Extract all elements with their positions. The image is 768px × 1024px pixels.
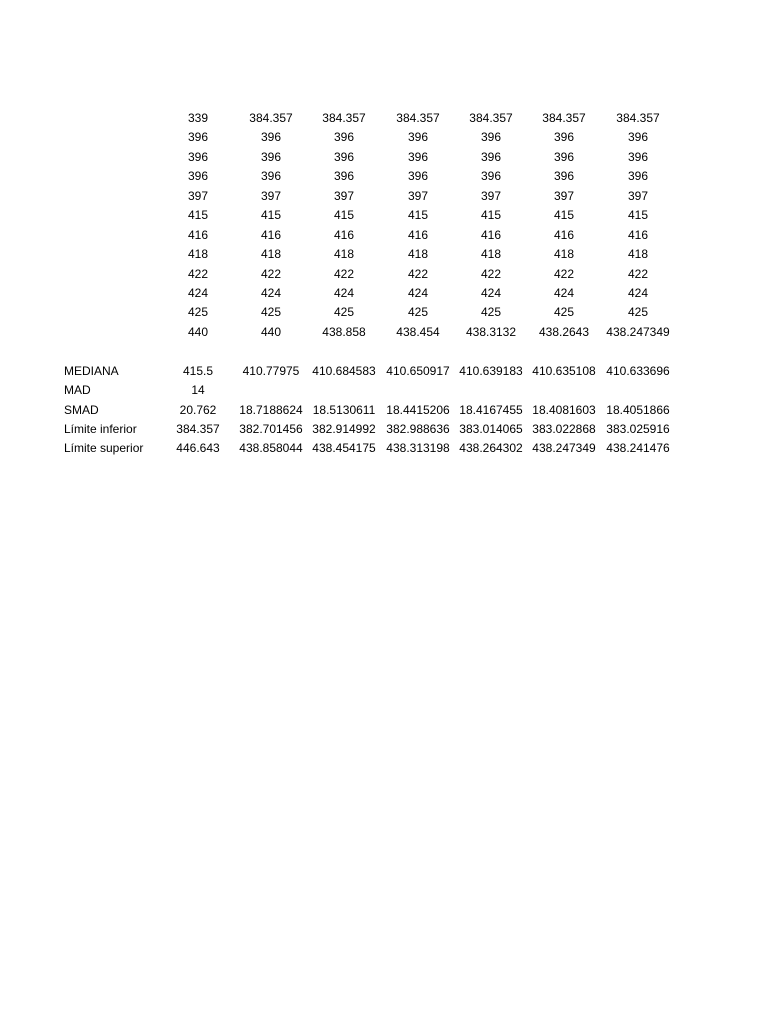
data-row — [0, 187, 768, 206]
data-cell: 425 — [187, 305, 209, 320]
data-cell: 425 — [627, 305, 649, 320]
row-label: Límite superior — [64, 441, 144, 456]
data-cell: 396 — [260, 130, 282, 145]
empty-row — [0, 342, 768, 361]
data-cell: 438.3132 — [465, 324, 517, 339]
row-label: MEDIANA — [64, 363, 119, 378]
data-cell: 396 — [187, 130, 209, 145]
data-cell: 396 — [407, 130, 429, 145]
stat-cell — [382, 381, 454, 400]
data-cell: 424 — [333, 285, 355, 300]
stat-cell: 410.77975 — [242, 363, 300, 378]
data-cell: 384.357 — [616, 111, 660, 125]
data-cell: 424 — [627, 285, 649, 300]
stats-row-mediana — [0, 362, 768, 381]
data-cell: 425 — [407, 305, 429, 320]
data-cell: 397 — [480, 188, 502, 203]
data-cell: 415 — [553, 208, 575, 223]
data-cell: 396 — [260, 149, 282, 164]
data-cell: 396 — [333, 169, 355, 184]
data-cell: 396 — [187, 149, 209, 164]
data-cell: 397 — [260, 188, 282, 203]
stat-cell: 410.639183 — [459, 363, 523, 378]
stat-cell: 18.4051866 — [606, 402, 670, 417]
data-cell: 397 — [627, 188, 649, 203]
data-cell: 438.858 — [322, 324, 366, 339]
data-cell: 418 — [187, 247, 209, 262]
data-cell: 384.357 — [322, 111, 366, 125]
data-row — [0, 284, 768, 303]
stat-cell: 18.7188624 — [239, 402, 303, 417]
data-row — [0, 265, 768, 284]
data-cell: 418 — [480, 247, 502, 262]
data-cell: 416 — [480, 227, 502, 242]
data-cell: 396 — [480, 130, 502, 145]
data-cell: 418 — [553, 247, 575, 262]
data-cell: 438.247349 — [606, 324, 670, 339]
data-cell: 416 — [553, 227, 575, 242]
data-cell: 396 — [627, 149, 649, 164]
data-cell: 418 — [627, 247, 649, 262]
stats-row-smad — [0, 401, 768, 420]
data-row — [0, 148, 768, 167]
row-label: Límite inferior — [64, 422, 137, 436]
data-cell: 422 — [553, 266, 575, 281]
data-cell: 415 — [187, 208, 209, 223]
data-cell: 440 — [187, 324, 209, 339]
stat-cell: 383.022868 — [532, 422, 596, 436]
data-row — [0, 226, 768, 245]
stat-cell — [308, 381, 380, 400]
data-cell: 396 — [553, 130, 575, 145]
data-cell: 384.357 — [542, 111, 586, 125]
stat-cell: 410.635108 — [532, 363, 596, 378]
stat-cell: 382.988636 — [386, 422, 450, 436]
data-cell: 415 — [333, 208, 355, 223]
stats-row-limite-inferior — [0, 420, 768, 439]
row-label: MAD — [64, 383, 91, 398]
data-cell: 422 — [407, 266, 429, 281]
data-cell: 418 — [407, 247, 429, 262]
data-cell: 438.2643 — [538, 324, 590, 339]
row-label: SMAD — [64, 402, 99, 417]
data-cell: 424 — [480, 285, 502, 300]
data-cell: 425 — [553, 305, 575, 320]
data-cell: 396 — [553, 149, 575, 164]
stat-cell: 438.313198 — [386, 441, 450, 456]
data-cell: 396 — [480, 169, 502, 184]
data-cell: 397 — [333, 188, 355, 203]
data-cell: 422 — [187, 266, 209, 281]
data-cell: 424 — [260, 285, 282, 300]
data-cell: 396 — [627, 130, 649, 145]
data-cell: 418 — [260, 247, 282, 262]
stat-cell: 382.701456 — [239, 422, 303, 436]
stat-cell — [528, 381, 600, 400]
data-cell: 396 — [333, 149, 355, 164]
data-row — [0, 128, 768, 147]
data-cell: 396 — [407, 169, 429, 184]
data-cell: 384.357 — [469, 111, 513, 125]
stat-cell: 20.762 — [179, 402, 217, 417]
data-cell: 422 — [480, 266, 502, 281]
stat-cell: 18.4415206 — [386, 402, 450, 417]
data-row — [0, 206, 768, 225]
data-cell: 339 — [187, 111, 209, 125]
data-cell: 422 — [627, 266, 649, 281]
data-cell: 424 — [407, 285, 429, 300]
stat-cell: 18.4167455 — [459, 402, 523, 417]
data-cell: 396 — [480, 149, 502, 164]
data-row — [0, 167, 768, 186]
stat-cell: 383.025916 — [606, 422, 670, 436]
stat-cell: 18.5130611 — [312, 402, 376, 417]
data-cell: 415 — [407, 208, 429, 223]
stat-cell: 384.357 — [176, 422, 220, 436]
stat-cell: 382.914992 — [312, 422, 376, 436]
data-cell: 396 — [407, 149, 429, 164]
stat-cell: 415.5 — [182, 363, 214, 378]
stat-cell: 438.247349 — [532, 441, 596, 456]
data-cell: 425 — [333, 305, 355, 320]
stat-cell — [455, 381, 527, 400]
data-cell: 425 — [480, 305, 502, 320]
data-cell: 416 — [333, 227, 355, 242]
data-cell: 422 — [333, 266, 355, 281]
data-cell: 438.454 — [396, 324, 440, 339]
stat-cell — [602, 381, 674, 400]
stat-cell: 438.454175 — [312, 441, 376, 456]
data-cell: 384.357 — [396, 111, 440, 125]
data-cell: 416 — [187, 227, 209, 242]
stat-cell: 410.684583 — [312, 363, 376, 378]
data-cell: 396 — [627, 169, 649, 184]
data-cell: 396 — [553, 169, 575, 184]
stat-cell: 383.014065 — [459, 422, 523, 436]
data-cell: 397 — [553, 188, 575, 203]
stat-cell: 446.643 — [176, 441, 220, 456]
data-cell: 415 — [260, 208, 282, 223]
data-cell: 396 — [260, 169, 282, 184]
data-row — [0, 109, 768, 128]
data-cell: 424 — [553, 285, 575, 300]
stat-cell: 18.4081603 — [532, 402, 596, 417]
data-cell: 415 — [480, 208, 502, 223]
data-cell: 397 — [187, 188, 209, 203]
data-cell: 418 — [333, 247, 355, 262]
data-cell: 416 — [407, 227, 429, 242]
stats-row-mad — [0, 381, 768, 400]
data-cell: 422 — [260, 266, 282, 281]
data-cell: 396 — [187, 169, 209, 184]
stat-cell: 410.650917 — [386, 363, 450, 378]
data-cell: 397 — [407, 188, 429, 203]
data-grid — [0, 109, 768, 459]
stat-cell: 438.241476 — [606, 441, 670, 456]
data-cell: 396 — [333, 130, 355, 145]
data-cell: 415 — [627, 208, 649, 223]
data-cell: 424 — [187, 285, 209, 300]
stat-cell — [235, 381, 307, 400]
stats-row-limite-superior — [0, 439, 768, 458]
stat-cell: 410.633696 — [606, 363, 670, 378]
data-cell: 416 — [260, 227, 282, 242]
data-row — [0, 245, 768, 264]
data-row — [0, 303, 768, 322]
stat-cell: 14 — [191, 383, 205, 398]
stat-cell: 438.264302 — [459, 441, 523, 456]
stat-cell: 438.858044 — [239, 441, 303, 456]
data-cell: 425 — [260, 305, 282, 320]
data-row — [0, 323, 768, 342]
data-cell: 440 — [260, 324, 282, 339]
data-cell: 416 — [627, 227, 649, 242]
data-cell: 384.357 — [249, 111, 293, 125]
